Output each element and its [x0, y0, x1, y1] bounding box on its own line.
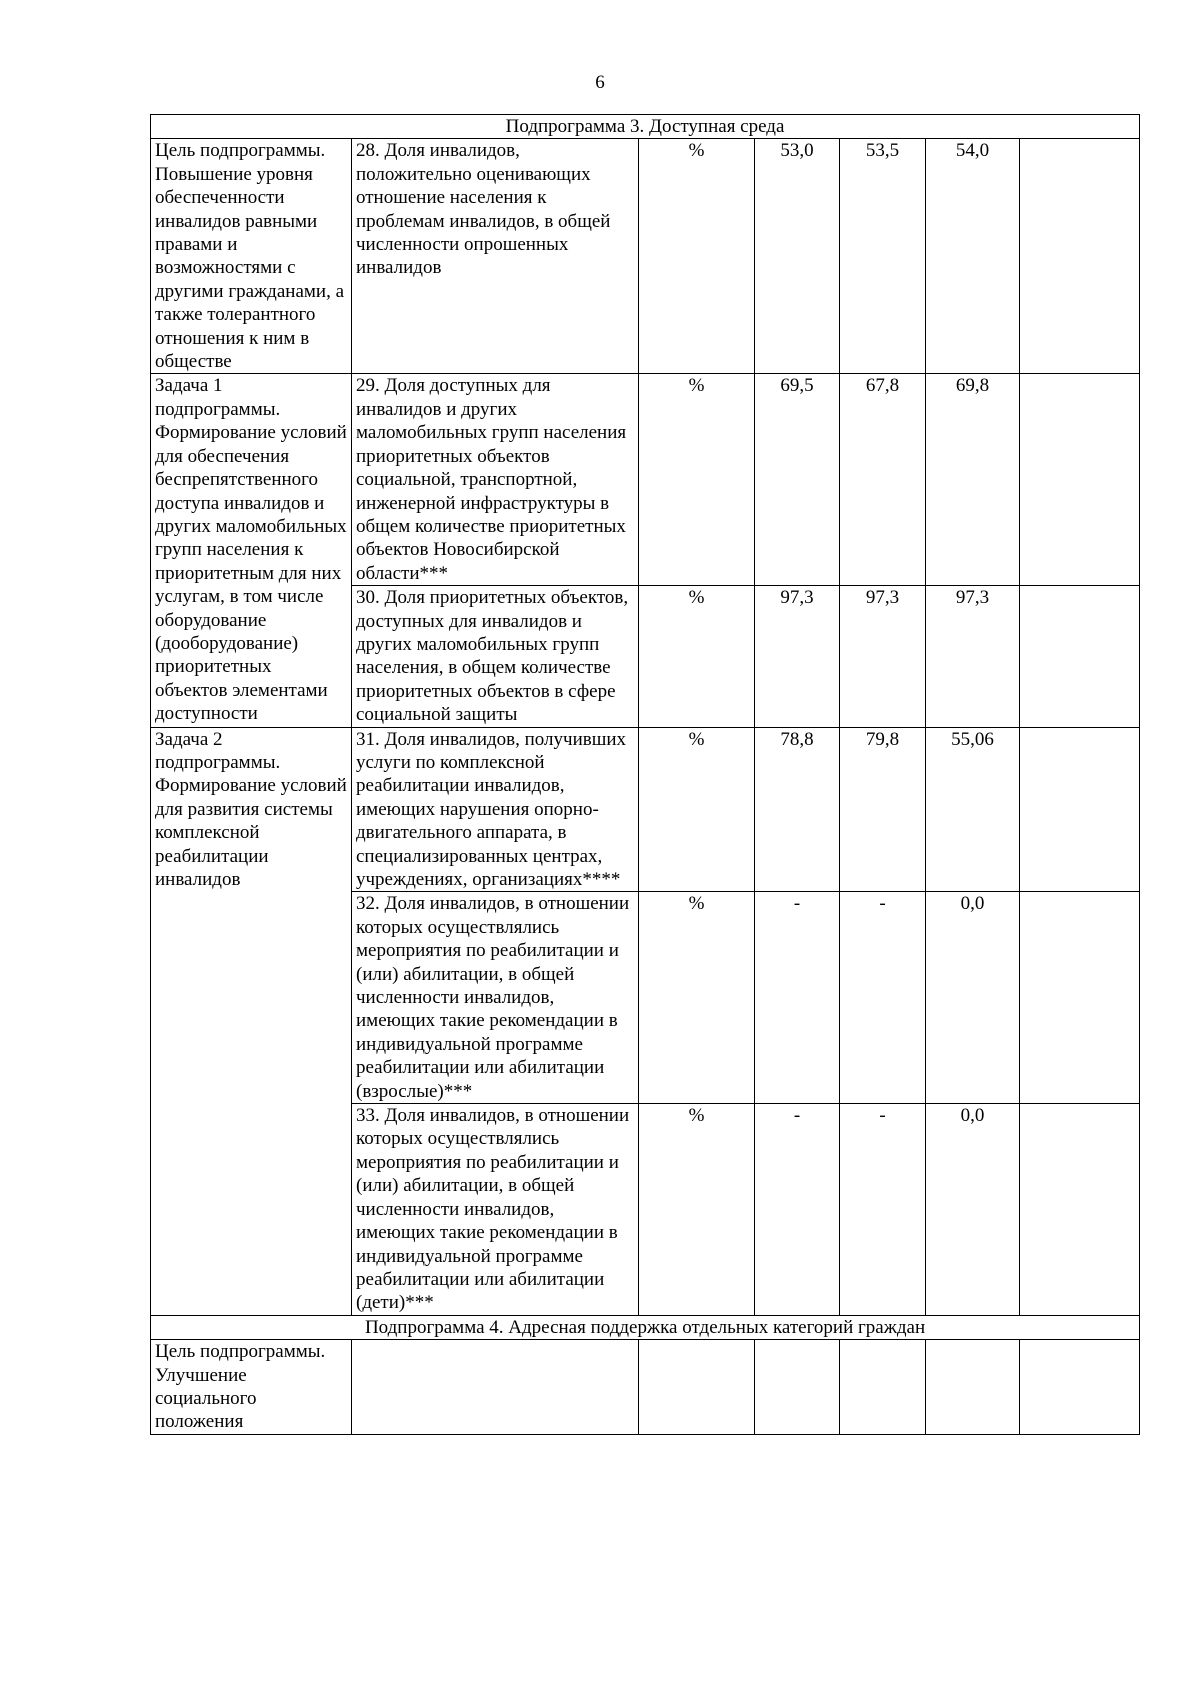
- unit-cell: %: [639, 1104, 755, 1316]
- indicator-cell: 31. Доля инвалидов, получивших услуги по комплексной реабилитации инвалидов, имеющих нарушения опорно-двигательного аппарата, в специализированных центрах, учреждениях, организациях****: [352, 727, 639, 892]
- value-cell: 67,8: [840, 374, 926, 586]
- indicator-cell: 33. Доля инвалидов, в отношении которых осуществлялись мероприятия по реабилитации и (или) абилитации, в общей численности инвалидов, имеющих такие рекомендации в индивидуальной программе реабилитации или абилитации (дети)***: [352, 1104, 639, 1316]
- value-cell: [1020, 139, 1140, 374]
- page-number: 6: [595, 72, 605, 93]
- value-cell: -: [755, 1104, 840, 1316]
- unit-cell: %: [639, 892, 755, 1104]
- unit-cell: %: [639, 586, 755, 727]
- indicator-cell: 30. Доля приоритетных объектов, доступных для инвалидов и других маломобильных групп населения, в общем количестве приоритетных объектов в сфере социальной защиты: [352, 586, 639, 727]
- table-row: [151, 139, 1140, 374]
- subprogram3-title: Подпрограмма 3. Доступная среда: [151, 115, 1140, 139]
- value-cell: [1020, 586, 1140, 727]
- value-cell: [1020, 374, 1140, 586]
- task2-cell: Задача 2 подпрограммы. Формирование условий для развития системы комплексной реабилитации инвалидов: [151, 727, 352, 1315]
- value-cell: [840, 1340, 926, 1435]
- subprogram4-title: Подпрограмма 4. Адресная поддержка отдельных категорий граждан: [151, 1315, 1140, 1339]
- unit-cell: %: [639, 374, 755, 586]
- unit-cell: %: [639, 727, 755, 892]
- value-cell: 54,0: [926, 139, 1020, 374]
- table-row: [151, 1340, 1140, 1435]
- value-cell: 0,0: [926, 892, 1020, 1104]
- table-row: [151, 727, 1140, 892]
- value-cell: [1020, 1104, 1140, 1316]
- value-cell: -: [755, 892, 840, 1104]
- value-cell: 53,5: [840, 139, 926, 374]
- value-cell: 69,8: [926, 374, 1020, 586]
- indicator-cell: 28. Доля инвалидов, положительно оценивающих отношение населения к проблемам инвалидов, в общей численности опрошенных инвалидов: [352, 139, 639, 374]
- value-cell: [1020, 1340, 1140, 1435]
- value-cell: 78,8: [755, 727, 840, 892]
- value-cell: 69,5: [755, 374, 840, 586]
- indicators-table: [150, 114, 1140, 1435]
- value-cell: [926, 1340, 1020, 1435]
- indicator-cell: [352, 1340, 639, 1435]
- unit-cell: %: [639, 139, 755, 374]
- value-cell: [1020, 892, 1140, 1104]
- subprogram4-header-row: [151, 1315, 1140, 1339]
- indicator-cell: 29. Доля доступных для инвалидов и других маломобильных групп населения приоритетных объектов социальной, транспортной, инженерной инфраструктуры в общем количестве приоритетных объектов Новосибирской области***: [352, 374, 639, 586]
- goal-cell: Цель подпрограммы. Улучшение социального положения: [151, 1340, 352, 1435]
- value-cell: 97,3: [755, 586, 840, 727]
- table-row: [151, 374, 1140, 586]
- value-cell: 53,0: [755, 139, 840, 374]
- value-cell: 55,06: [926, 727, 1020, 892]
- unit-cell: [639, 1340, 755, 1435]
- value-cell: [755, 1340, 840, 1435]
- value-cell: 0,0: [926, 1104, 1020, 1316]
- task1-cell: Задача 1 подпрограммы. Формирование условий для обеспечения беспрепятственного доступа инвалидов и других маломобильных групп населения к приоритетным для них услугам, в том числе оборудование (дооборудование) приоритетных объектов элементами доступности: [151, 374, 352, 727]
- value-cell: 97,3: [926, 586, 1020, 727]
- indicator-cell: 32. Доля инвалидов, в отношении которых осуществлялись мероприятия по реабилитации и (или) абилитации, в общей численности инвалидов, имеющих такие рекомендации в индивидуальной программе реабилитации или абилитации (взрослые)***: [352, 892, 639, 1104]
- subprogram3-header-row: [151, 115, 1140, 139]
- goal-cell: Цель подпрограммы. Повышение уровня обеспеченности инвалидов равными правами и возможностями с другими гражданами, а также толерантного отношения к ним в обществе: [151, 139, 352, 374]
- value-cell: [1020, 727, 1140, 892]
- value-cell: -: [840, 892, 926, 1104]
- value-cell: 79,8: [840, 727, 926, 892]
- value-cell: -: [840, 1104, 926, 1316]
- value-cell: 97,3: [840, 586, 926, 727]
